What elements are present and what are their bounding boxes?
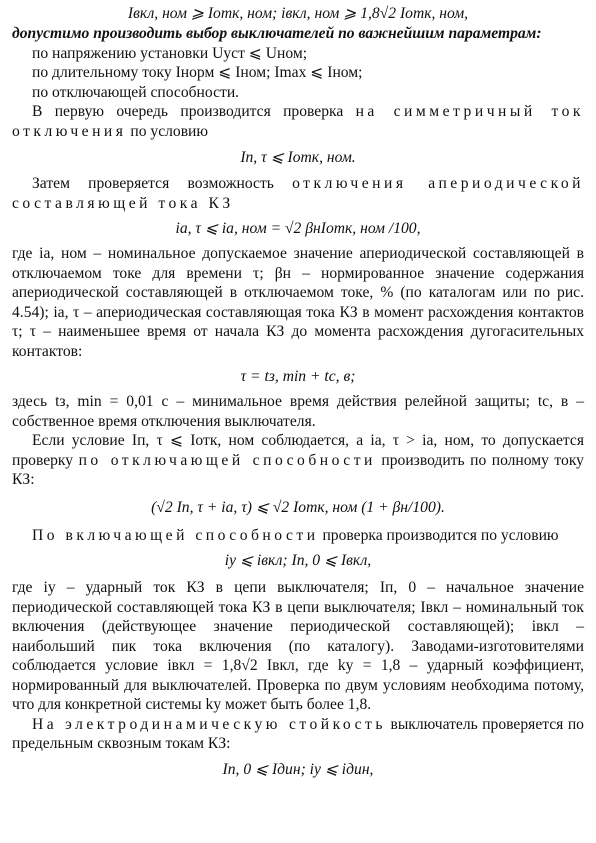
spaced-text: на симметричный ток отключения (12, 103, 584, 140)
paragraph-relay-time: здесь tз, min = 0,01 с – минимальное время действия релейной защиты; tс, в – собственное время отключения выключателя. (12, 393, 584, 430)
text-run: Если условие Iп, τ ⩽ Iотк, ном соблюдается, а iа, τ > iа, ном, то допускается проверку (12, 432, 584, 469)
text-run: Затем проверяется возможность (32, 175, 274, 192)
list-item-continuous-current: по длительному току Iнорм ⩽ Iном; Imax ⩽ Iном; (32, 64, 363, 81)
text-run: проверка производится по условию (322, 526, 559, 544)
text-run: по условию (130, 122, 209, 140)
formula-making-current: iу ⩽ iвкл; Iп, 0 ⩽ Iвкл, (224, 552, 372, 569)
list-item-voltage: по напряжению установки Uуст ⩽ Uном; (32, 44, 308, 62)
spaced-text: На электродинамическую стойкость (32, 715, 386, 733)
formula-full-current: (√2 Iп, τ + iа, τ) ⩽ √2 Iотк, ном (1 + βн/100). (151, 498, 445, 516)
paragraph-definitions-aperiodic: где iа, ном – номинальное допускаемое значение апериодической составляющей в отключаемом токе для времени τ; βн – нормированное значение содержания апериодической составляющей в отключаемом токе, % (по каталогам или по рис. 4.54); iа, τ – апериодическая составляющая тока КЗ в момент расхождения контактов τ; τ – наименьшее время от начала КЗ до момента расхождения дугогасительных контактов: (12, 245, 584, 360)
paragraph-making-capacity (12, 526, 584, 546)
formula-aperiodic-current: iа, τ ⩽ iа, ном = √2 βнIотк, ном /100, (175, 220, 421, 237)
spaced-text: по отключающей способности (78, 451, 376, 469)
formula-tau: τ = tз, min + tс, в; (240, 368, 356, 385)
spaced-text: отключения апериодической составляющей тока КЗ (12, 175, 584, 212)
list-item-breaking-capacity: по отключающей способности. (32, 83, 240, 101)
text-run: В первую очередь производится проверка (32, 103, 344, 120)
text-run: выключатель проверяется по предельным сквозным токам КЗ: (12, 715, 584, 752)
paragraph-lead (12, 24, 584, 44)
formula-symmetric-current: Iп, τ ⩽ Iотк, ном. (240, 149, 356, 166)
document-page (0, 4, 596, 843)
paragraph-symmetric-check (12, 102, 584, 141)
paragraph-aperiodic-check (12, 174, 584, 213)
spaced-text: По включающей способности (32, 526, 319, 544)
text-run: производить по полному току КЗ: (12, 451, 584, 488)
formula-electrodynamic: Iп, 0 ⩽ Iдин; iу ⩽ iдин, (222, 760, 374, 778)
lead-emphasis: допустимо производить выбор выключателей по важнейшим параметрам: (12, 25, 542, 42)
paragraph-full-current-check (12, 431, 584, 490)
formula-switching-current: Iвкл, ном ⩾ Iотк, ном; iвкл, ном ⩾ 1,8√2 Iотк, ном, (127, 5, 469, 22)
paragraph-definitions-making: где iу – ударный ток КЗ в цепи выключателя; Iп, 0 – начальное значение периодической составляющей тока КЗ в цепи выключателя; Iвкл – номинальный ток включения (действующее значение периодической составляющей); iвкл – наибольший пик тока включения (по каталогу). Заводами-изготовителями соблюдается условие iвкл = 1,8√2 Iвкл, где kу = 1,8 – ударный коэффициент, нормированный для выключателей. Проверка по двум условиям необходима потому, что для конкретной системы kу может быть более 1,8. (12, 579, 584, 713)
paragraph-electrodynamic (12, 715, 584, 754)
